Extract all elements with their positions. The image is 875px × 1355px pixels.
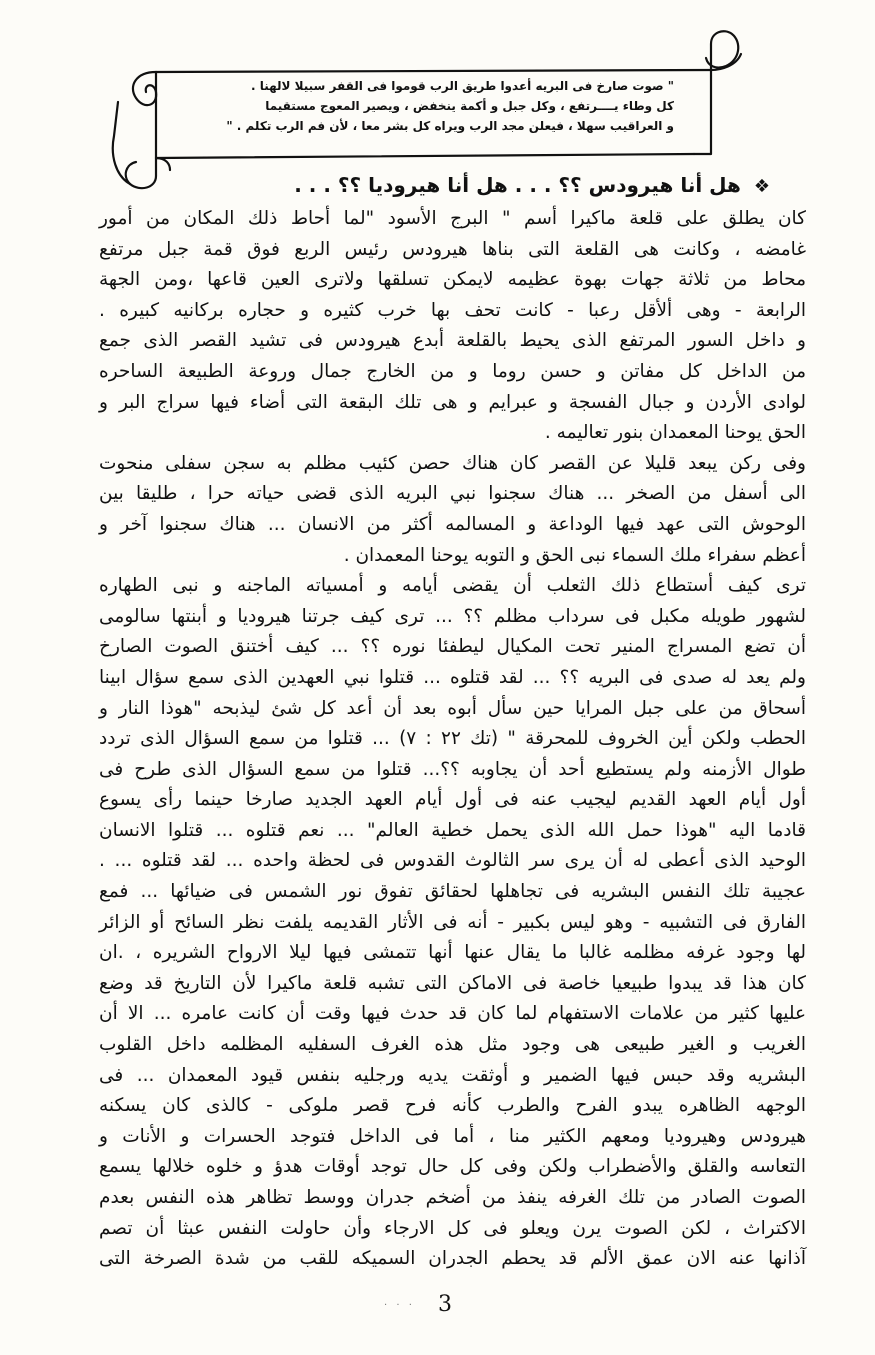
text-line: ترى كيف أستطاع ذلك الثعلب أن يقضى أيامه و أمسياته الماجنه و نبى الطهاره	[99, 575, 806, 597]
text-line: الصوت الصادر من تلك الغرفه ينفذ من أضخم جدران ووسط تظاهر هذه النفس بعدم	[99, 1187, 806, 1208]
page-number: 3	[438, 1292, 452, 1317]
text-line: الوجهه الظاهره يبدو الفرح والطرب كأنه فرح قصر ملوكى - كالذى كان يسكنه	[99, 1095, 806, 1117]
text-line: الرابعة - وهى ألأقل رعبا - كانت تحف بها خرب كثيره و حجاره بركانيه كبيره .	[99, 299, 806, 321]
text-line: عليها كثير من علامات الاستفهام لما كان قد حدث فيها وقت أن كانت عامره ... الا أن	[99, 1003, 806, 1025]
text-line: كان يطلق على قلعة ماكيرا أسم " البرج الأسود "لما أحاط ذلك المكان من أمور	[99, 208, 806, 229]
text-line: البشريه وقد حبس فيها الضمير و أوثقت يديه ورجليه بنفس قيود المعمدان ... فى	[99, 1064, 806, 1086]
decorative-dots: · · ·	[384, 1300, 415, 1311]
text-line: الوحوش التى عهد فيها الوداعة و المسالمه أكثر من الانسان ... هناك سجنوا آخر و	[99, 513, 806, 535]
text-line: الحطب ولكن أين الخروف للمحرقة " (تك ٢٢ : ٧) ... قتلوا من سمع السؤال الذى تردد	[99, 728, 807, 750]
text-line: الوحيد الذى أعطى له أن يرى سر الثالوث القدوس فى لحظة واحده ... لقد قتلوه ... .	[99, 850, 806, 872]
quote-line: كل وطاء يــــرتفع ، وكل جبل و أكمة ينخفض ، ويصير المعوج مستقيما	[265, 99, 674, 113]
text-line: الى أسفل من الصخر ... هناك سجنوا نبي البريه الذى قضى حياته حرا ، طليقا بين	[99, 483, 806, 505]
diamond-bullet-icon: ❖	[753, 176, 770, 197]
quote-scroll	[96, 26, 746, 192]
text-line: الاكتراث ، لكن الصوت يرن ويعلو فى كل الارجاء وأن حاولت النفس عبثا أن تصم	[99, 1217, 806, 1239]
text-line: الحق يوحنا المعمدان بنور تعاليمه .	[544, 422, 806, 444]
text-line: عجيبة تلك النفس البشريه فى تجاهلها لحقائق تفوق نور الشمس فى ضيائها ... فمع	[99, 881, 806, 903]
text-line: محاط من ثلاثة جهات بهوة عظيمه لايمكن تسلقها ولاترى العين قاعها ،ومن الجهة	[99, 269, 806, 291]
quote-line: " صوت صارخ فى البريه أعدوا طريق الرب قوموا فى القفر سبيلا لالهنا .	[250, 79, 674, 93]
text-line: آذانها عنه الان عمق الألم قد يحطم الجدران السميكه للقب من شدة الصرخة التى	[99, 1248, 806, 1270]
article-body	[99, 204, 806, 1275]
text-line: وفى ركن يبعد قليلا عن القصر كان هناك حصن كئيب مظلم به سجن سفلى منحوت	[99, 452, 806, 474]
text-line: لشهور طويله مكبل فى سرداب مظلم ؟؟ ... ترى كيف جرتنا هيروديا و أبنتها سالومى	[99, 605, 806, 627]
text-line: أول أيام العهد القديم ليجيب عنه فى أول أيام العهد الجديد صارخا حينما رأى يسوع	[99, 789, 806, 811]
text-line: التعاسه والقلق والأضطراب ولكن وفى كل حال توجد أوقات هدؤ و خلوه خلالها يسمع	[99, 1156, 806, 1178]
text-line: و داخل السور المرتفع الذى يحيط بالقلعة أبدع هيرودس فى تشيد القصر الذى جمع	[99, 330, 806, 352]
text-line: ولم يعد له صدى فى البريه ؟؟ ... لقد قتلوه ... قتلوا نبي العهدين الذى سمع سؤال ابينا	[99, 666, 806, 688]
text-line: لوادى الأردن و جبال الفسجة و عبرايم و هى تلك البقعة التى أضاء فيها سراج البر و	[99, 391, 806, 413]
quote-line: و العراقيب سهلا ، فيعلن مجد الرب ويراه كل بشر معا ، لأن فم الرب تكلم . "	[226, 119, 674, 133]
header-quote	[164, 76, 674, 136]
text-line: لها وجود غرفه مظلمه غالبا ما يقال عنها أنها تتمشى فيها ليلا الارواح الشريره ، .ان	[99, 942, 806, 964]
text-line: الفارق فى التشبيه - وهو ليس بكبير - أنه فى الأثار القديمه يلفت نظر السائح أو الزائر	[99, 911, 806, 933]
text-line: من الداخل كل مفاتن و حسن روما و من الخارج جمال وروعة الطبيعة الساحره	[99, 360, 806, 382]
text-line: أعظم سفراء ملك السماء نبى الحق و التوبه يوحنا المعمدان .	[343, 544, 806, 566]
text-line: كان هذا قد يبدوا طبيعيا خاصة فى الاماكن التى تشبه قلعة ماكيرا لأن التاريخ قد وضع	[99, 972, 806, 994]
text-line: أسحاق من على جبل المرايا حين سأل أبوه بعد أن أعد كل شئ ليذبحه "هوذا النار و	[99, 697, 806, 719]
text-line: طوال الأزمنه ولم يستطيع أحد أن يجاوبه ؟؟... قتلوا من سمع السؤال الذى طرح فى	[99, 758, 806, 780]
text-line: قادما اليه "هوذا حمل الله الذى يحمل خطية العالم" ... نعم قتلوه ... قتلوا الانسان	[99, 819, 806, 841]
title-text: هل أنا هيرودس ؟؟ . . . هل أنا هيروديا ؟؟ . . .	[294, 173, 741, 197]
text-line: أن تضع المسراج المنير تحت المكيال ليطفئا نوره ؟؟ ... كيف أختنق الصوت الصارخ	[99, 636, 806, 658]
text-line: غامضه ، وكانت هى القلعة التى بناها هيرودس رئيس الربع فوق قمة جبل مرتفع	[99, 238, 806, 260]
text-line: الغريب و الغير طبيعى هى وجود مثل هذه الغرف السفليه المظلمه داخل القلوب	[99, 1034, 806, 1056]
page-title	[190, 170, 770, 202]
text-line: هيرودس وهيروديا ومعهم الكثير منا ، أما فى الداخل فتوجد الحسرات و الأنات و	[99, 1125, 806, 1147]
